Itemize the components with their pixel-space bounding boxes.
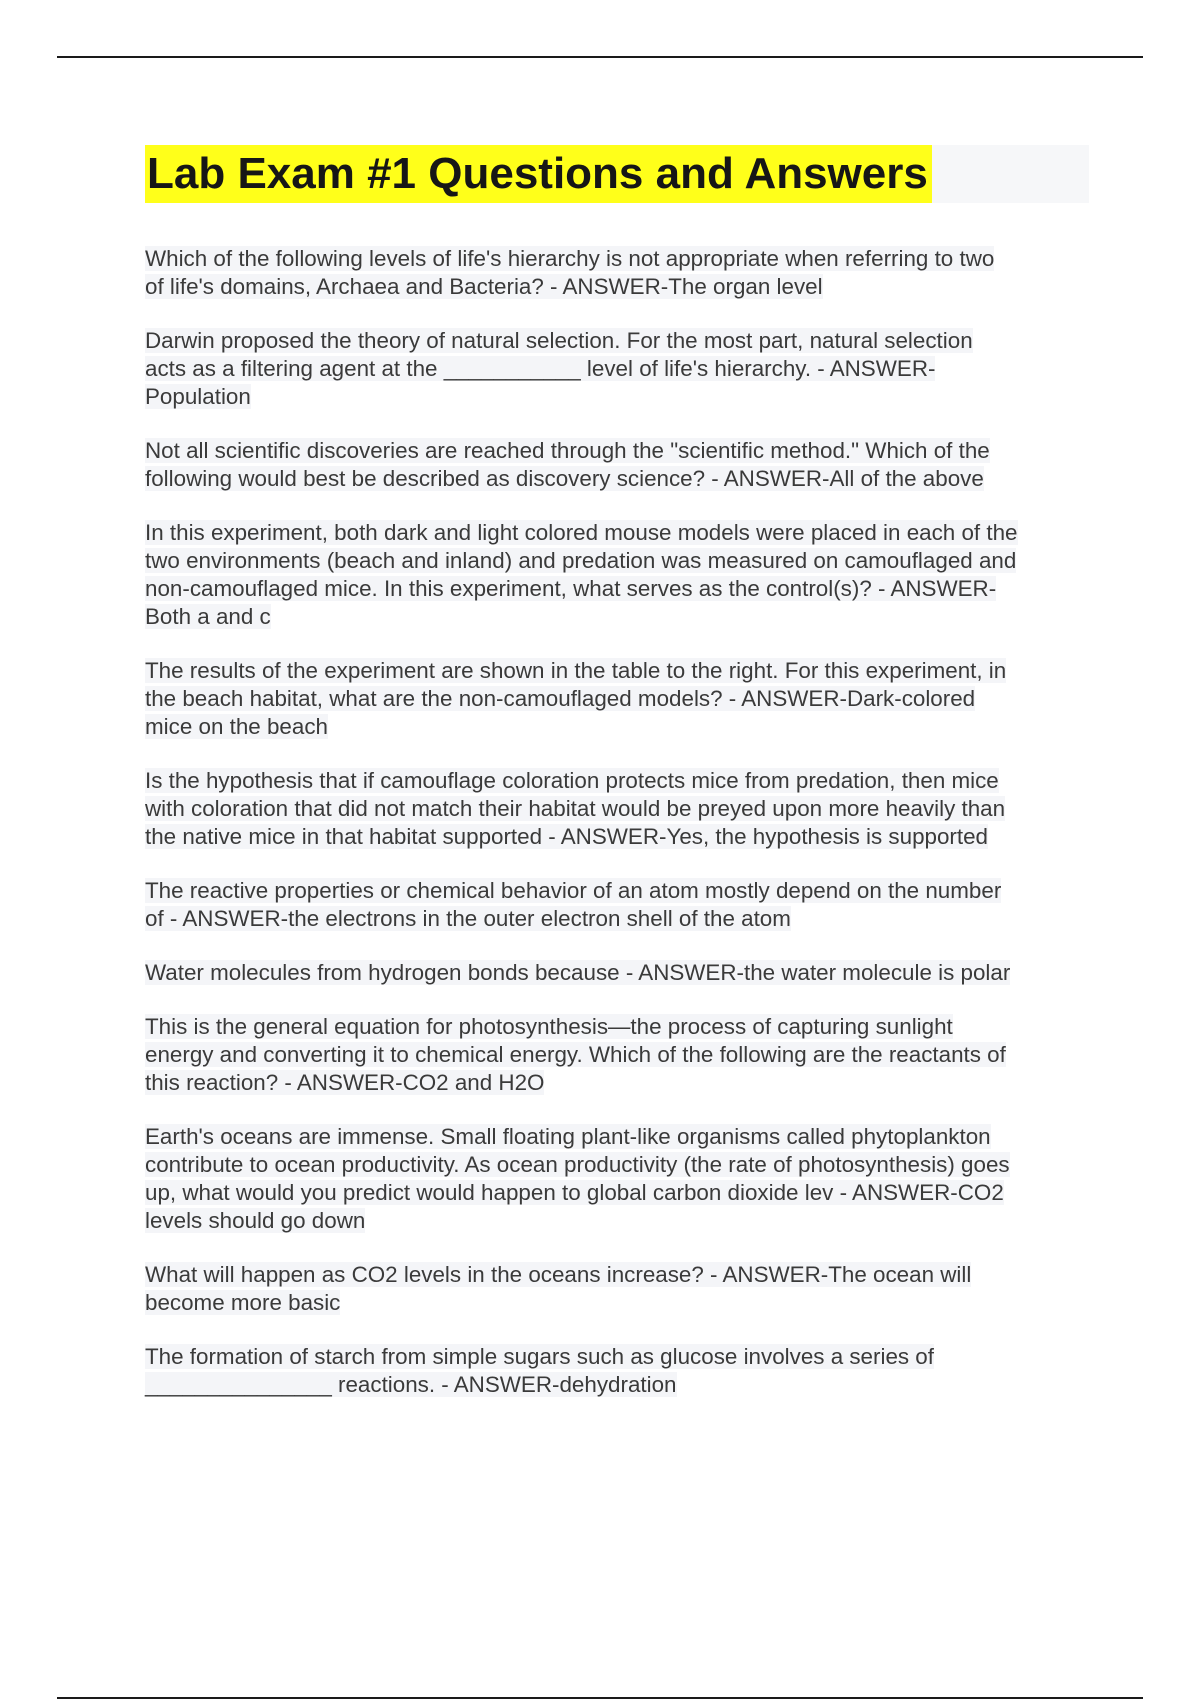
title-bar (145, 145, 1089, 203)
qa-line (145, 1013, 1095, 1041)
qa-line-text: non-camouflaged mice. In this experiment, what serves as the control(s)? - ANSWER- (145, 576, 997, 601)
qa-item (145, 1013, 1095, 1097)
qa-line (145, 575, 1095, 603)
qa-line (145, 1343, 1095, 1371)
qa-item (145, 1261, 1095, 1317)
qa-line-text: Which of the following levels of life's hierarchy is not appropriate when referring to two (145, 246, 995, 271)
qa-line-text: levels should go down (145, 1208, 366, 1233)
qa-line-text: mice on the beach (145, 714, 328, 739)
qa-line-text: of - ANSWER-the electrons in the outer electron shell of the atom (145, 906, 791, 931)
qa-line-text: Both a and c (145, 604, 271, 629)
qa-line (145, 245, 1095, 273)
qa-line-text: _______________ reactions. - ANSWER-dehydration (145, 1372, 677, 1397)
qa-line (145, 519, 1095, 547)
qa-line (145, 795, 1095, 823)
qa-line (145, 603, 1095, 631)
qa-line (145, 959, 1095, 987)
qa-line (145, 823, 1095, 851)
qa-line-text: two environments (beach and inland) and predation was measured on camouflaged and (145, 548, 1017, 573)
qa-line-text: the native mice in that habitat supported - ANSWER-Yes, the hypothesis is supported (145, 824, 989, 849)
page-title: Lab Exam #1 Questions and Answers (145, 145, 932, 203)
qa-item (145, 1343, 1095, 1399)
qa-item (145, 767, 1095, 851)
qa-line (145, 767, 1095, 795)
qa-line-text: become more basic (145, 1290, 341, 1315)
qa-item (145, 959, 1095, 987)
qa-item (145, 245, 1095, 301)
qa-line (145, 713, 1095, 741)
qa-line (145, 1069, 1095, 1097)
bottom-rule (57, 1697, 1143, 1699)
qa-line-text: Population (145, 384, 251, 409)
qa-line-text: Not all scientific discoveries are reached through the "scientific method." Which of the (145, 438, 990, 463)
qa-line (145, 355, 1095, 383)
qa-line (145, 547, 1095, 575)
qa-item (145, 657, 1095, 741)
qa-line (145, 465, 1095, 493)
qa-line (145, 1371, 1095, 1399)
qa-line-text: following would best be described as discovery science? - ANSWER-All of the above (145, 466, 984, 491)
qa-line-text: with coloration that did not match their habitat would be preyed upon more heavily than (145, 796, 1006, 821)
qa-line-text: The reactive properties or chemical behavior of an atom mostly depend on the number (145, 878, 1002, 903)
qa-line (145, 1261, 1095, 1289)
qa-line (145, 437, 1095, 465)
qa-line (145, 273, 1095, 301)
qa-line (145, 657, 1095, 685)
qa-item (145, 1123, 1095, 1235)
qa-line-text: Water molecules from hydrogen bonds because - ANSWER-the water molecule is polar (145, 960, 1011, 985)
qa-line (145, 905, 1095, 933)
qa-item (145, 877, 1095, 933)
qa-line-text: Earth's oceans are immense. Small floating plant-like organisms called phytoplankton (145, 1124, 991, 1149)
qa-line-text: What will happen as CO2 levels in the oceans increase? - ANSWER-The ocean will (145, 1262, 972, 1287)
qa-line-text: contribute to ocean productivity. As ocean productivity (the rate of photosynthesis) goes (145, 1152, 1010, 1177)
qa-item (145, 327, 1095, 411)
qa-line-text: Darwin proposed the theory of natural selection. For the most part, natural selection (145, 328, 973, 353)
qa-line-text: the beach habitat, what are the non-camouflaged models? - ANSWER-Dark-colored (145, 686, 976, 711)
qa-line-text: This is the general equation for photosynthesis—the process of capturing sunlight (145, 1014, 953, 1039)
qa-line (145, 1151, 1095, 1179)
qa-line (145, 1123, 1095, 1151)
qa-list (145, 245, 1095, 1425)
qa-line-text: up, what would you predict would happen to global carbon dioxide lev - ANSWER-CO2 (145, 1180, 1004, 1205)
qa-line (145, 685, 1095, 713)
qa-line (145, 327, 1095, 355)
qa-line (145, 1289, 1095, 1317)
qa-item (145, 437, 1095, 493)
top-rule (57, 56, 1143, 58)
qa-line (145, 1207, 1095, 1235)
qa-line-text: The formation of starch from simple sugars such as glucose involves a series of (145, 1344, 934, 1369)
qa-line-text: of life's domains, Archaea and Bacteria? - ANSWER-The organ level (145, 274, 823, 299)
qa-line-text: Is the hypothesis that if camouflage coloration protects mice from predation, then mice (145, 768, 999, 793)
qa-line (145, 877, 1095, 905)
qa-line-text: this reaction? - ANSWER-CO2 and H2O (145, 1070, 545, 1095)
qa-line-text: The results of the experiment are shown in the table to the right. For this experiment, in (145, 658, 1007, 683)
qa-line-text: energy and converting it to chemical energy. Which of the following are the reactants of (145, 1042, 1006, 1067)
qa-line-text: In this experiment, both dark and light colored mouse models were placed in each of the (145, 520, 1018, 545)
qa-line (145, 1041, 1095, 1069)
qa-line-text: acts as a filtering agent at the ___________ level of life's hierarchy. - ANSWER- (145, 356, 936, 381)
qa-item (145, 519, 1095, 631)
qa-line (145, 383, 1095, 411)
qa-line (145, 1179, 1095, 1207)
